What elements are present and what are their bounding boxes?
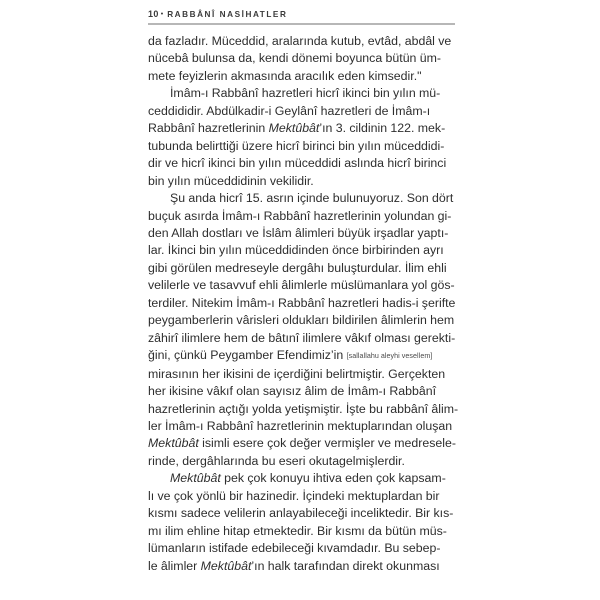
text-line: mı ilim ehline hitap etmektedir. Bir kısmı da bütün müs- [148,523,447,538]
page-number: 10 [148,9,159,19]
text-line: bin yılın müceddidinin vekilidir. [148,173,314,188]
text-line: hazretlerinin açtığı yolda yetişmiştir. İşte bu rabbânî âlim- [148,401,459,416]
paragraph-2 [148,85,462,190]
text-line: mirasının her ikisini de içerdiğini belirtmiştir. Gerçekten [148,366,446,381]
text-line-with-italic: le âlimler Mektûbât’ın halk tarafından direkt okunması [148,558,440,573]
text-line: gibi görülen medreseyle dergâhı buluşturdular. İlim ehli [148,260,447,275]
text-line: zâhirî ilimlere hem de bâtınî ilimlere vâkıf olması gerekti- [148,330,456,345]
text-line: lı ve çok yönlü bir hazinedir. İçindeki mektuplardan bir [148,488,440,503]
text-line: lar. İkinci bin yılın müceddidinden önce birbirinden ayrı [148,243,444,258]
text-line: tubunda belirttiği üzere hicrî birinci bin yılın müceddidi- [148,138,445,153]
text-line: den Allah dostları ve İslâm âlimleri büyük irşadlar yaptı- [148,225,449,240]
text-line: ceddididir. Abdülkadir-i Geylânî hazretleri de İmâm-ı [148,103,431,118]
text-line-with-honorific: ğini, çünkü Peygamber Efendimiz’in [sallallahu aleyhi vesellem] [148,348,433,363]
book-title-italic: Mektûbât [200,558,252,573]
text-line: Şu anda hicrî 15. asrın içinde bulunuyoruz. Son dört [170,191,454,206]
honorific-note: [sallallahu aleyhi vesellem] [346,352,433,361]
text-line-with-italic: Mektûbât isimli esere çok değer vermişler ve medresele- [148,436,457,451]
paragraph-3 [148,190,462,470]
text-line: kısmı sadece velilerin anlayabileceği inceliktedir. Bir kıs- [148,506,454,521]
book-title-italic: Mektûbât [170,471,221,486]
text-line-with-italic: Rabbânî hazretlerinin Mektûbât’ın 3. cildinin 122. mek- [148,121,446,136]
running-head-separator: • [160,11,165,19]
text-line: terdiler. Nitekim İmâm-ı Rabbânî hazretleri hadis-i şerifte [148,295,456,310]
text-line: peygamberlerin vârisleri oldukları bildirilen âlimlerin hem [148,313,455,328]
text-line: buçuk asırda İmâm-ı Rabbânî hazretlerinin yolundan gi- [148,208,452,223]
text-line: ler İmâm-ı Rabbânî hazretlerinin mektuplarından oluşan [148,418,453,433]
text-line: her ikisine vâkıf olan sayısız âlim de İmâm-ı Rabbânî [148,384,437,399]
book-title-italic: Mektûbât [148,436,199,451]
paragraph-4 [148,470,462,575]
running-head-title: RABBÂNÎ NASİHATLER [167,10,288,19]
body-text-block [148,33,462,575]
running-head-line [148,9,455,20]
text-line: rinde, dergâhlarında bu eseri okutagelmişlerdir. [148,453,405,468]
header-rule [148,23,455,25]
text-line: lümanların istifade edebileceği kıvamdadır. Bu sebep- [148,541,441,556]
text-line: mete feyizlerin akmasında aracılık eden kimsedir." [148,68,422,83]
text-line: velilerle ve tasavvuf ehli âlimlerle müslümanlara yol gös- [148,278,455,293]
paragraph-1 [148,33,462,85]
running-head [148,9,455,20]
text-line: İmâm-ı Rabbânî hazretleri hicrî ikinci bin yılın mü- [170,86,441,101]
text-line: dir ve hicrî ikinci bin yılın müceddidi aslında hicrî birinci [148,156,447,171]
text-line-with-italic: Mektûbât pek çok konuyu ihtiva eden çok kapsam- [170,471,446,486]
text-line: da fazladır. Müceddid, aralarında kutub, evtâd, abdâl ve [148,34,452,48]
text-line: nücebâ bulunsa da, kendi dönemi boyunca bütün üm- [148,51,442,66]
book-title-italic: Mektûbât [268,121,320,136]
